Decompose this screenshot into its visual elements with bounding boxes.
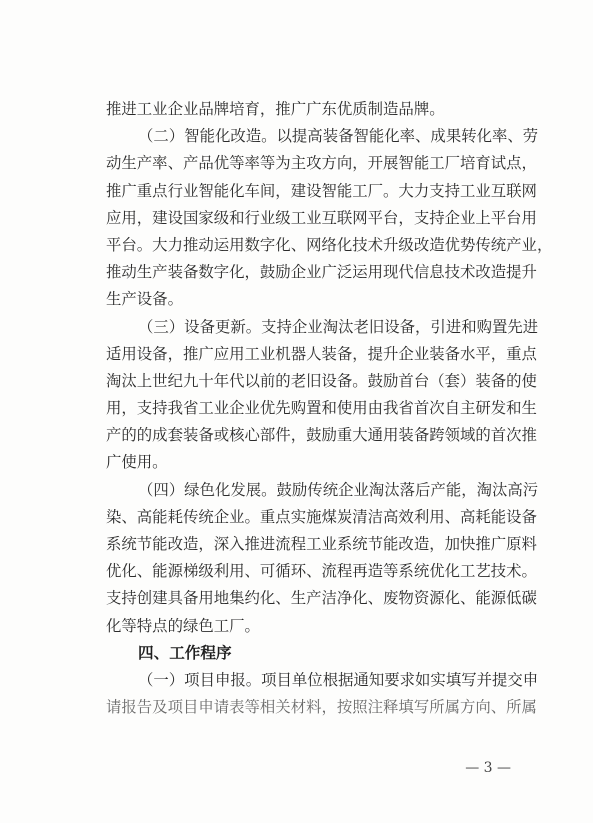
text-line-15: （四）绿色化发展。鼓励传统企业淘汰落后产能，淘汰高污 (138, 480, 539, 499)
text-line-23: 请报告及项目申请表等相关材料，按照注释填写所属方向、所属 (106, 698, 537, 717)
text-line-4: 推广重点行业智能化车间，建设智能工厂。大力支持工业互联网 (106, 181, 537, 200)
text-line-19: 支持创建具备用地集约化、生产洁净化、废物资源化、能源低碳 (106, 589, 537, 608)
text-line-3: 动生产率、产品优等率等为主攻方向，开展智能工厂培育试点， (106, 154, 537, 173)
text-line-14: 广使用。 (106, 453, 168, 472)
text-line-20: 化等特点的绿色工厂。 (106, 616, 260, 635)
text-line-7: 推动生产装备数字化，鼓励企业广泛运用现代信息技术改造提升 (106, 263, 537, 282)
text-line-6: 平台。大力推动运用数字化、网络化技术升级改造优势传统产业， (106, 235, 553, 254)
text-line-13: 产的的成套装备或核心部件，鼓励重大通用装备跨领域的首次推 (106, 426, 537, 445)
text-line-18: 优化、能源梯级利用、可循环、流程再造等系统优化工艺技术。 (106, 562, 537, 581)
text-line-2: （二）智能化改造。以提高装备智能化率、成果转化率、劳 (138, 127, 539, 146)
text-line-5: 应用，建设国家级和行业级工业互联网平台，支持企业上平台用 (106, 208, 537, 227)
section-heading: 四、工作程序 (138, 643, 232, 662)
text-line-12: 用，支持我省工业企业优先购置和使用由我省首次自主研发和生 (106, 399, 537, 418)
text-line-17: 系统节能改造，深入推进流程工业系统节能改造，加快推广原料 (106, 535, 537, 553)
text-line-9: （三）设备更新。支持企业淘汰老旧设备，引进和购置先进 (138, 317, 539, 336)
text-line-10: 适用设备，推广应用工业机器人装备，提升企业装备水平，重点 (106, 344, 537, 363)
text-line-1: 推进工业企业品牌培育，推广广东优质制造品牌。 (106, 100, 445, 118)
page-number: — 3 — (465, 760, 511, 776)
text-line-11: 淘汰上世纪九十年代以前的老旧设备。鼓励首台（套）装备的使 (106, 371, 537, 390)
text-line-8: 生产设备。 (106, 290, 183, 309)
text-line-22: （一）项目申报。项目单位根据通知要求如实填写并提交申 (138, 670, 539, 689)
text-line-16: 染、高能耗传统企业。重点实施煤炭清洁高效利用、高耗能设备 (106, 507, 537, 526)
document-body (106, 96, 553, 721)
